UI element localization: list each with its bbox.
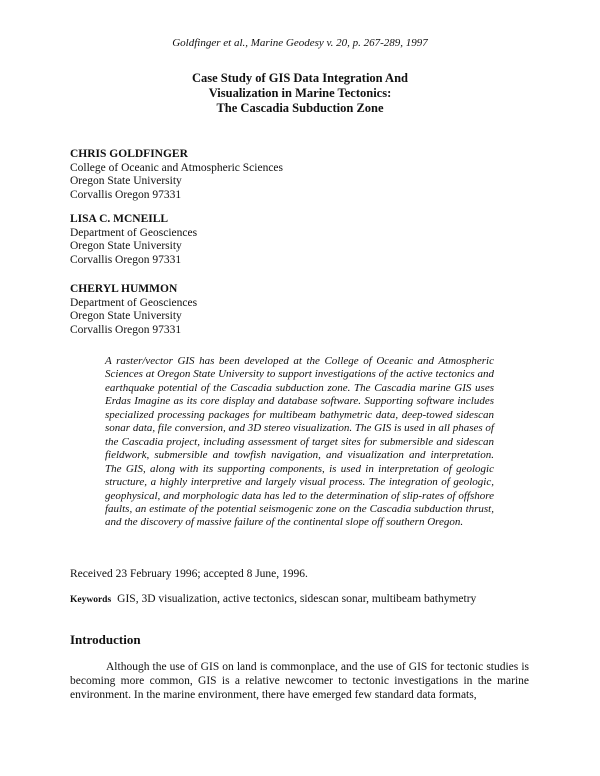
author-name: CHRIS GOLDFINGER xyxy=(70,148,188,160)
author-block xyxy=(70,148,370,202)
author-affiliation: College of Oceanic and Atmospheric Sciences xyxy=(70,161,283,174)
introduction-paragraph: Although the use of GIS on land is commonplace, and the use of GIS for tectonic studies is becoming more common, GIS is a relative newcomer to tectonic investigations in the marine environment. In the marine environment, there have emerged few standard data formats, xyxy=(70,661,529,701)
author-institution: Oregon State University xyxy=(70,240,182,252)
keywords-text: GIS, 3D visualization, active tectonics, sidescan sonar, multibeam bathymetry xyxy=(117,593,477,605)
keywords xyxy=(70,593,476,605)
author-address: Corvallis Oregon 97331 xyxy=(70,323,182,336)
author-affiliation: Department of Geosciences xyxy=(70,296,198,309)
author-institution: Oregon State University xyxy=(70,310,182,322)
journal-citation: Goldfinger et al., Marine Geodesy v. 20, p. 267-289, 1997 xyxy=(172,37,428,49)
section-heading-introduction: Introduction xyxy=(70,632,141,647)
author-address: Corvallis Oregon 97331 xyxy=(70,188,182,201)
title-line: Visualization in Marine Tectonics: xyxy=(208,86,392,100)
author-block xyxy=(70,283,370,337)
title-line: Case Study of GIS Data Integration And xyxy=(191,71,408,85)
author-affiliation: Department of Geosciences xyxy=(70,226,198,239)
title-line: The Cascadia Subduction Zone xyxy=(216,101,384,115)
author-institution: Oregon State University xyxy=(70,175,182,187)
author-name: CHERYL HUMMON xyxy=(70,283,178,295)
author-name: LISA C. MCNEILL xyxy=(70,213,169,225)
received-dates: Received 23 February 1996; accepted 8 June, 1996. xyxy=(70,568,308,580)
abstract: A raster/vector GIS has been developed at the College of Oceanic and Atmospheric Sciences at Oregon State University to support investigations of the active tectonics and earthquake potential of the Cascadia subduction zone. The Cascadia marine GIS uses Erdas Imagine as its core display and database software. Supporting software includes specialized processing packages for multibeam bathymetric data, deep-towed sidescan sonar data, file conversion, and 3D stereo visualization. The GIS is used in all phases of the Cascadia project, including assessment of target sites for submersible and sidescan fieldwork, submersible and towfish navigation, and visualization and interpretation. The GIS, along with its supporting components, is used in interpretation of geologic structure, a highly interpretive and largely visual process. The integration of geologic, geophysical, and morphologic data has led to the determination of slip-rates of offshore faults, an estimate of the potential seismogenic zone on the Cascadia subduction thrust, and the discovery of massive failure of the continental slope off southern Oregon. xyxy=(105,355,494,529)
author-address: Corvallis Oregon 97331 xyxy=(70,253,182,266)
paper-title xyxy=(0,71,600,116)
keywords-label: Keywords xyxy=(70,595,112,605)
author-block xyxy=(70,213,370,267)
